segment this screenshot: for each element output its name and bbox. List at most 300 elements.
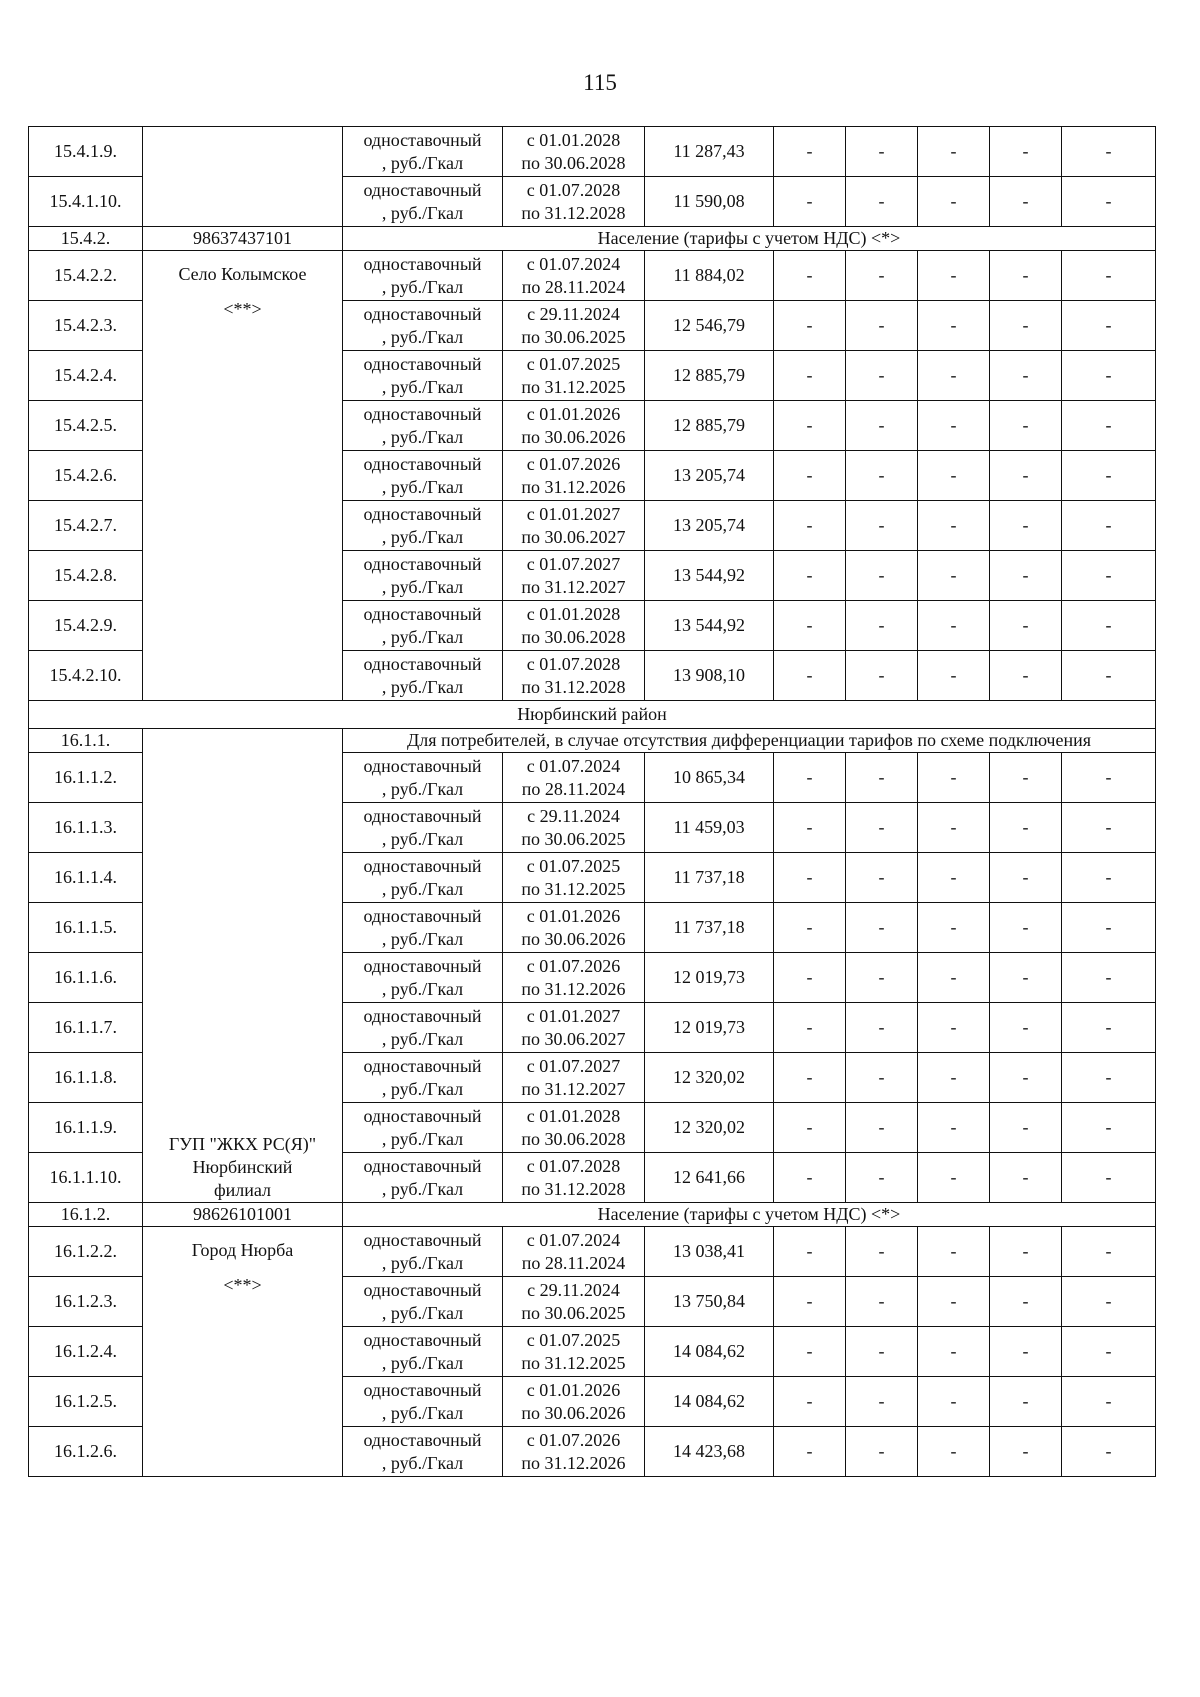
tariff-unit: , руб./Гкал	[381, 1078, 464, 1099]
empty-value-dash: -	[918, 803, 990, 853]
tariff-type-cell	[343, 251, 503, 301]
period-from: с 29.11.2024	[527, 805, 620, 826]
tariff-type-cell	[343, 1327, 503, 1377]
empty-value-dash: -	[846, 551, 918, 601]
tariff-value: 11 737,18	[645, 903, 774, 953]
empty-value-dash: -	[990, 177, 1062, 227]
section-row	[29, 1203, 1156, 1227]
tariff-unit: , руб./Гкал	[381, 828, 464, 849]
tariff-type: одноставочный	[363, 553, 482, 574]
period-cell	[503, 601, 645, 651]
empty-value-dash: -	[846, 1103, 918, 1153]
empty-value-dash: -	[918, 251, 990, 301]
empty-value-dash: -	[1062, 251, 1156, 301]
empty-value-dash: -	[1062, 1377, 1156, 1427]
row-number: 16.1.1.6.	[29, 953, 143, 1003]
row-number: 16.1.2.5.	[29, 1377, 143, 1427]
row-number: 16.1.2.2.	[29, 1227, 143, 1277]
period-cell	[503, 1277, 645, 1327]
empty-value-dash: -	[774, 803, 846, 853]
period-cell	[503, 903, 645, 953]
tariff-type-cell	[343, 1103, 503, 1153]
tariff-type-cell	[343, 1427, 503, 1477]
period-to: по 30.06.2028	[521, 1128, 626, 1149]
empty-value-dash: -	[990, 903, 1062, 953]
tariff-type: одноставочный	[363, 955, 482, 976]
empty-value-dash: -	[990, 803, 1062, 853]
period-from: с 29.11.2024	[527, 1279, 620, 1300]
row-number: 16.1.1.2.	[29, 753, 143, 803]
tariff-value: 11 459,03	[645, 803, 774, 853]
empty-value-dash: -	[774, 1227, 846, 1277]
period-to: по 30.06.2027	[521, 1028, 626, 1049]
period-from: с 01.01.2026	[526, 905, 621, 926]
tariff-type-cell	[343, 1153, 503, 1203]
page-number: 115	[583, 70, 617, 95]
locality-note: <**>	[223, 299, 262, 319]
section-label: Для потребителей, в случае отсутствия дифференциации тарифов по схеме подключения	[343, 729, 1156, 753]
tariff-unit: , руб./Гкал	[381, 376, 464, 397]
empty-value-dash: -	[846, 351, 918, 401]
tariff-type: одноставочный	[363, 1379, 482, 1400]
empty-value-dash: -	[846, 853, 918, 903]
tariff-value: 13 750,84	[645, 1277, 774, 1327]
period-to: по 31.12.2025	[521, 376, 626, 397]
period-cell	[503, 1153, 645, 1203]
tariff-value: 13 038,41	[645, 1227, 774, 1277]
empty-value-dash: -	[846, 1277, 918, 1327]
tariff-unit: , руб./Гкал	[381, 1252, 464, 1273]
okato-code: 98626101001	[143, 1203, 343, 1227]
tariff-value: 13 205,74	[645, 501, 774, 551]
period-cell	[503, 1377, 645, 1427]
tariff-type: одноставочный	[363, 1005, 482, 1026]
row-number: 16.1.1.7.	[29, 1003, 143, 1053]
period-cell	[503, 401, 645, 451]
empty-value-dash: -	[774, 601, 846, 651]
empty-value-dash: -	[846, 451, 918, 501]
empty-value-dash: -	[846, 1053, 918, 1103]
empty-value-dash: -	[918, 501, 990, 551]
empty-value-dash: -	[774, 1427, 846, 1477]
tariff-type: одноставочный	[363, 905, 482, 926]
empty-value-dash: -	[1062, 601, 1156, 651]
tariff-type-cell	[343, 401, 503, 451]
tariff-type: одноставочный	[363, 755, 482, 776]
tariff-type-cell	[343, 601, 503, 651]
empty-value-dash: -	[774, 753, 846, 803]
period-to: по 31.12.2026	[521, 978, 626, 999]
empty-value-dash: -	[846, 753, 918, 803]
table-row	[29, 251, 1156, 301]
empty-value-dash: -	[774, 301, 846, 351]
empty-value-dash: -	[990, 351, 1062, 401]
organization-cell	[143, 729, 343, 1203]
empty-value-dash: -	[846, 501, 918, 551]
district-row	[29, 701, 1156, 729]
tariff-table-body	[29, 127, 1156, 1477]
tariff-unit: , руб./Гкал	[381, 476, 464, 497]
period-from: с 01.07.2026	[526, 955, 621, 976]
empty-value-dash: -	[774, 853, 846, 903]
period-from: с 01.07.2026	[526, 453, 621, 474]
period-cell	[503, 501, 645, 551]
period-from: с 01.01.2026	[526, 1379, 621, 1400]
period-to: по 30.06.2025	[521, 326, 626, 347]
tariff-value: 14 084,62	[645, 1327, 774, 1377]
empty-value-dash: -	[774, 953, 846, 1003]
empty-value-dash: -	[990, 1377, 1062, 1427]
empty-value-dash: -	[774, 651, 846, 701]
empty-value-dash: -	[774, 127, 846, 177]
period-to: по 31.12.2028	[521, 676, 626, 697]
empty-value-dash: -	[990, 301, 1062, 351]
period-cell	[503, 451, 645, 501]
period-to: по 30.06.2026	[521, 928, 626, 949]
tariff-type: одноставочный	[363, 253, 482, 274]
tariff-type: одноставочный	[363, 1105, 482, 1126]
row-number: 16.1.1.4.	[29, 853, 143, 903]
tariff-type: одноставочный	[363, 805, 482, 826]
okato-code: 98637437101	[143, 227, 343, 251]
tariff-unit: , руб./Гкал	[381, 526, 464, 547]
period-to: по 30.06.2026	[521, 1402, 626, 1423]
tariff-unit: , руб./Гкал	[381, 928, 464, 949]
period-cell	[503, 953, 645, 1003]
tariff-type-cell	[343, 127, 503, 177]
period-cell	[503, 177, 645, 227]
empty-value-dash: -	[918, 1103, 990, 1153]
tariff-value: 11 737,18	[645, 853, 774, 903]
empty-value-dash: -	[990, 601, 1062, 651]
empty-value-dash: -	[918, 651, 990, 701]
section-code: 16.1.1.	[29, 729, 143, 753]
empty-value-dash: -	[774, 903, 846, 953]
empty-value-dash: -	[1062, 301, 1156, 351]
period-to: по 31.12.2026	[521, 476, 626, 497]
period-to: по 31.12.2027	[521, 576, 626, 597]
tariff-type: одноставочный	[363, 1429, 482, 1450]
period-to: по 28.11.2024	[521, 1252, 626, 1273]
empty-value-dash: -	[990, 1003, 1062, 1053]
period-cell	[503, 753, 645, 803]
tariff-table	[28, 126, 1156, 1477]
empty-value-dash: -	[918, 1427, 990, 1477]
tariff-unit: , руб./Гкал	[381, 778, 464, 799]
tariff-type-cell	[343, 1003, 503, 1053]
empty-value-dash: -	[918, 551, 990, 601]
empty-value-dash: -	[918, 1227, 990, 1277]
empty-value-dash: -	[990, 953, 1062, 1003]
period-from: с 01.07.2026	[526, 1429, 621, 1450]
tariff-value: 10 865,34	[645, 753, 774, 803]
period-from: с 01.01.2027	[526, 503, 621, 524]
tariff-value: 13 908,10	[645, 651, 774, 701]
tariff-type-cell	[343, 451, 503, 501]
tariff-value: 12 885,79	[645, 401, 774, 451]
empty-value-dash: -	[774, 551, 846, 601]
tariff-unit: , руб./Гкал	[381, 676, 464, 697]
empty-value-dash: -	[990, 1103, 1062, 1153]
tariff-value: 11 287,43	[645, 127, 774, 177]
row-number: 15.4.2.9.	[29, 601, 143, 651]
period-to: по 30.06.2028	[521, 626, 626, 647]
row-number: 16.1.1.8.	[29, 1053, 143, 1103]
tariff-value: 12 320,02	[645, 1103, 774, 1153]
empty-value-dash: -	[918, 953, 990, 1003]
period-to: по 31.12.2025	[521, 878, 626, 899]
tariff-unit: , руб./Гкал	[381, 978, 464, 999]
row-number: 15.4.2.4.	[29, 351, 143, 401]
section-code: 15.4.2.	[29, 227, 143, 251]
period-to: по 28.11.2024	[521, 276, 626, 297]
empty-value-dash: -	[1062, 953, 1156, 1003]
empty-value-dash: -	[1062, 451, 1156, 501]
section-row	[29, 227, 1156, 251]
period-cell	[503, 1053, 645, 1103]
tariff-type-cell	[343, 903, 503, 953]
period-from: с 01.07.2028	[526, 179, 621, 200]
period-to: по 31.12.2027	[521, 1078, 626, 1099]
period-cell	[503, 301, 645, 351]
tariff-type: одноставочный	[363, 603, 482, 624]
empty-value-dash: -	[918, 753, 990, 803]
period-to: по 31.12.2028	[521, 202, 626, 223]
period-from: с 01.01.2026	[526, 403, 621, 424]
tariff-value: 12 320,02	[645, 1053, 774, 1103]
period-from: с 01.01.2028	[526, 1105, 621, 1126]
period-from: с 01.01.2028	[526, 603, 621, 624]
empty-value-dash: -	[846, 251, 918, 301]
period-cell	[503, 251, 645, 301]
row-number: 15.4.2.5.	[29, 401, 143, 451]
empty-value-dash: -	[918, 1153, 990, 1203]
empty-value-dash: -	[1062, 1153, 1156, 1203]
tariff-unit: , руб./Гкал	[381, 1452, 464, 1473]
period-cell	[503, 551, 645, 601]
tariff-type-cell	[343, 803, 503, 853]
period-cell	[503, 651, 645, 701]
empty-value-dash: -	[918, 1053, 990, 1103]
empty-value-dash: -	[918, 601, 990, 651]
empty-value-dash: -	[1062, 401, 1156, 451]
period-to: по 30.06.2028	[521, 152, 626, 173]
tariff-type: одноставочный	[363, 353, 482, 374]
empty-value-dash: -	[990, 1427, 1062, 1477]
empty-value-dash: -	[1062, 753, 1156, 803]
empty-value-dash: -	[774, 401, 846, 451]
empty-value-dash: -	[774, 1103, 846, 1153]
tariff-value: 12 019,73	[645, 953, 774, 1003]
empty-value-dash: -	[990, 1153, 1062, 1203]
tariff-type: одноставочный	[363, 855, 482, 876]
period-to: по 30.06.2025	[521, 828, 626, 849]
empty-value-dash: -	[918, 1327, 990, 1377]
period-to: по 31.12.2028	[521, 1178, 626, 1199]
organization-name-line2: Нюрбинский	[192, 1157, 293, 1177]
period-cell	[503, 1227, 645, 1277]
empty-value-dash: -	[846, 127, 918, 177]
empty-value-dash: -	[1062, 1227, 1156, 1277]
tariff-type-cell	[343, 1377, 503, 1427]
row-number: 16.1.1.9.	[29, 1103, 143, 1153]
empty-value-dash: -	[1062, 351, 1156, 401]
empty-value-dash: -	[990, 451, 1062, 501]
tariff-unit: , руб./Гкал	[381, 1028, 464, 1049]
empty-value-dash: -	[774, 177, 846, 227]
section-code: 16.1.2.	[29, 1203, 143, 1227]
tariff-type: одноставочный	[363, 653, 482, 674]
empty-value-dash: -	[990, 1277, 1062, 1327]
row-number: 15.4.2.8.	[29, 551, 143, 601]
tariff-type: одноставочный	[363, 1055, 482, 1076]
tariff-unit: , руб./Гкал	[381, 426, 464, 447]
empty-value-dash: -	[1062, 651, 1156, 701]
tariff-unit: , руб./Гкал	[381, 1128, 464, 1149]
tariff-type-cell	[343, 301, 503, 351]
period-from: с 01.07.2027	[526, 1055, 621, 1076]
tariff-type: одноставочный	[363, 179, 482, 200]
tariff-value: 12 019,73	[645, 1003, 774, 1053]
locality-name: Город Нюрба	[191, 1240, 294, 1260]
tariff-type: одноставочный	[363, 129, 482, 150]
empty-value-dash: -	[918, 1377, 990, 1427]
row-number: 16.1.2.4.	[29, 1327, 143, 1377]
tariff-type: одноставочный	[363, 453, 482, 474]
tariff-type: одноставочный	[363, 1279, 482, 1300]
period-cell	[503, 1327, 645, 1377]
period-from: с 01.07.2025	[526, 1329, 621, 1350]
empty-value-dash: -	[918, 1277, 990, 1327]
empty-value-dash: -	[918, 177, 990, 227]
empty-value-dash: -	[918, 1003, 990, 1053]
empty-value-dash: -	[774, 1327, 846, 1377]
period-from: с 01.07.2024	[526, 253, 621, 274]
tariff-type-cell	[343, 1227, 503, 1277]
period-from: с 01.01.2027	[526, 1005, 621, 1026]
empty-value-dash: -	[774, 1277, 846, 1327]
tariff-type: одноставочный	[363, 403, 482, 424]
row-number: 15.4.1.10.	[29, 177, 143, 227]
empty-value-dash: -	[846, 1377, 918, 1427]
tariff-type-cell	[343, 1277, 503, 1327]
empty-value-dash: -	[846, 301, 918, 351]
row-number: 16.1.1.5.	[29, 903, 143, 953]
tariff-unit: , руб./Гкал	[381, 276, 464, 297]
empty-value-dash: -	[990, 853, 1062, 903]
row-number: 16.1.2.3.	[29, 1277, 143, 1327]
tariff-value: 12 885,79	[645, 351, 774, 401]
table-row	[29, 127, 1156, 177]
empty-value-dash: -	[918, 903, 990, 953]
tariff-unit: , руб./Гкал	[381, 1352, 464, 1373]
period-to: по 30.06.2027	[521, 526, 626, 547]
period-from: с 01.07.2024	[526, 755, 621, 776]
row-number: 15.4.2.2.	[29, 251, 143, 301]
tariff-unit: , руб./Гкал	[381, 576, 464, 597]
empty-value-dash: -	[846, 903, 918, 953]
empty-value-dash: -	[774, 501, 846, 551]
tariff-type: одноставочный	[363, 503, 482, 524]
period-cell	[503, 127, 645, 177]
period-to: по 31.12.2025	[521, 1352, 626, 1373]
empty-value-dash: -	[846, 1227, 918, 1277]
tariff-type-cell	[343, 177, 503, 227]
period-to: по 30.06.2026	[521, 426, 626, 447]
empty-value-dash: -	[990, 1327, 1062, 1377]
period-from: с 01.07.2028	[526, 1155, 621, 1176]
section-label: Население (тарифы с учетом НДС) <*>	[343, 1203, 1156, 1227]
empty-value-dash: -	[774, 1377, 846, 1427]
empty-value-dash: -	[774, 451, 846, 501]
period-from: с 01.07.2024	[526, 1229, 621, 1250]
empty-value-dash: -	[918, 853, 990, 903]
row-number: 16.1.2.6.	[29, 1427, 143, 1477]
empty-value-dash: -	[990, 401, 1062, 451]
empty-value-dash: -	[774, 251, 846, 301]
district-name: Нюрбинский район	[29, 701, 1156, 729]
locality-note: <**>	[223, 1275, 262, 1295]
tariff-unit: , руб./Гкал	[381, 326, 464, 347]
tariff-value: 11 590,08	[645, 177, 774, 227]
tariff-type-cell	[343, 953, 503, 1003]
empty-value-dash: -	[990, 1053, 1062, 1103]
empty-value-dash: -	[1062, 1053, 1156, 1103]
empty-value-dash: -	[990, 251, 1062, 301]
empty-value-dash: -	[846, 601, 918, 651]
empty-value-dash: -	[1062, 1427, 1156, 1477]
empty-value-dash: -	[1062, 551, 1156, 601]
empty-value-dash: -	[1062, 1103, 1156, 1153]
tariff-type-cell	[343, 501, 503, 551]
tariff-type-cell	[343, 651, 503, 701]
table-row	[29, 1227, 1156, 1277]
tariff-type-cell	[343, 853, 503, 903]
tariff-value: 12 641,66	[645, 1153, 774, 1203]
period-to: по 28.11.2024	[521, 778, 626, 799]
period-cell	[503, 1103, 645, 1153]
locality-cell	[143, 251, 343, 701]
empty-value-dash: -	[846, 1153, 918, 1203]
empty-value-dash: -	[846, 1427, 918, 1477]
organization-cell-continued	[143, 127, 343, 227]
empty-value-dash: -	[990, 651, 1062, 701]
empty-value-dash: -	[774, 1153, 846, 1203]
period-from: с 01.07.2027	[526, 553, 621, 574]
empty-value-dash: -	[1062, 903, 1156, 953]
row-number: 15.4.2.6.	[29, 451, 143, 501]
tariff-value: 13 544,92	[645, 551, 774, 601]
empty-value-dash: -	[846, 651, 918, 701]
empty-value-dash: -	[918, 127, 990, 177]
period-from: с 01.01.2028	[526, 129, 621, 150]
period-from: с 01.07.2028	[526, 653, 621, 674]
section-row	[29, 729, 1156, 753]
empty-value-dash: -	[846, 401, 918, 451]
row-number: 15.4.1.9.	[29, 127, 143, 177]
empty-value-dash: -	[846, 953, 918, 1003]
empty-value-dash: -	[1062, 1003, 1156, 1053]
empty-value-dash: -	[774, 1053, 846, 1103]
organization-name-line3: филиал	[213, 1180, 272, 1200]
tariff-value: 14 084,62	[645, 1377, 774, 1427]
empty-value-dash: -	[1062, 177, 1156, 227]
period-cell	[503, 1003, 645, 1053]
empty-value-dash: -	[990, 551, 1062, 601]
empty-value-dash: -	[990, 1227, 1062, 1277]
tariff-value: 13 544,92	[645, 601, 774, 651]
tariff-type-cell	[343, 1053, 503, 1103]
